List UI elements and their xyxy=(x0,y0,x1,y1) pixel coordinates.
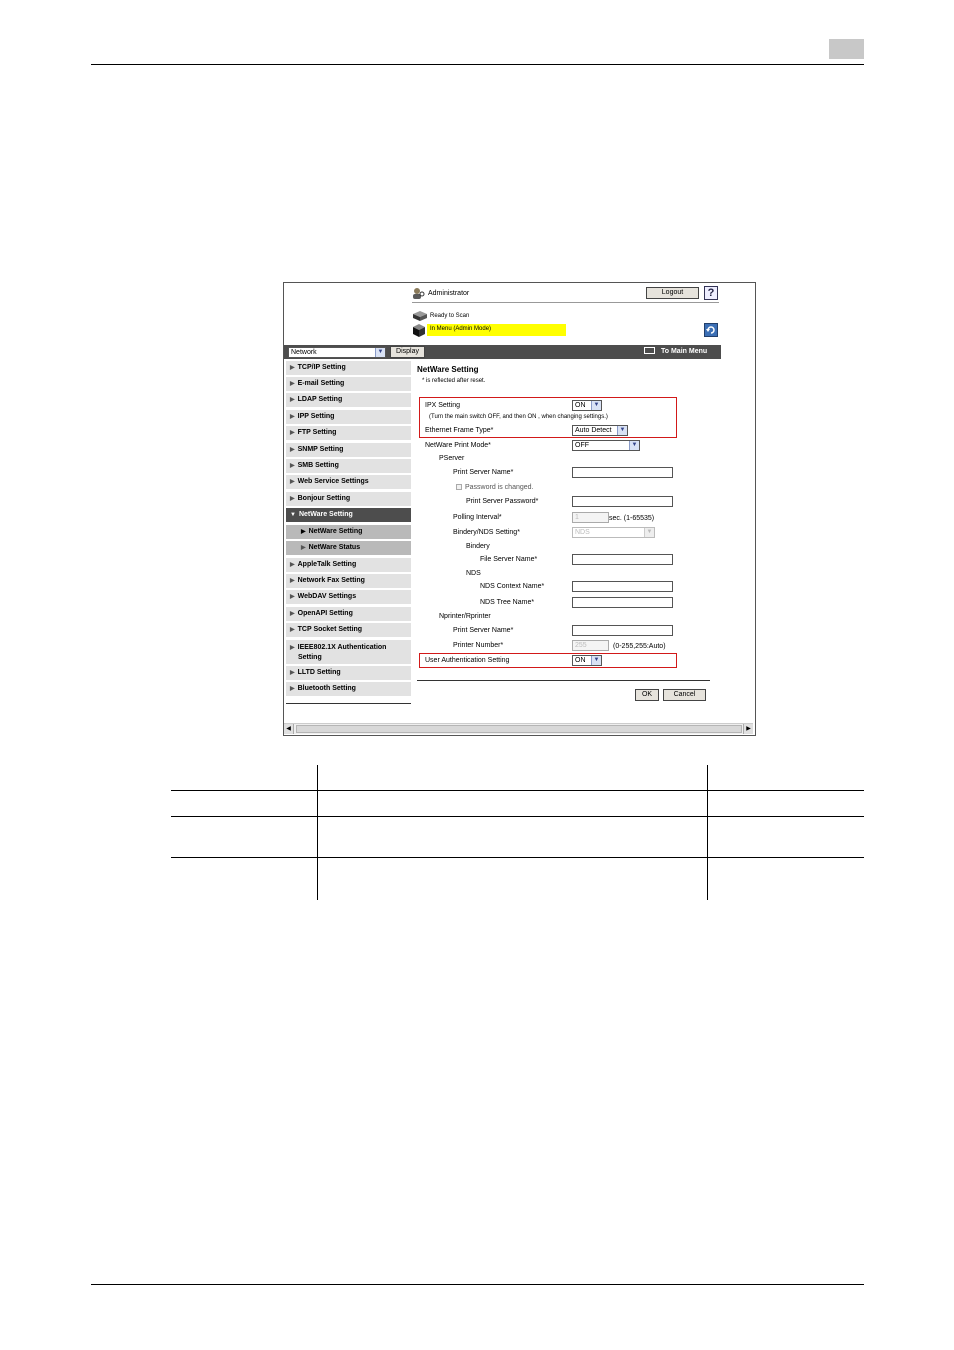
triangle-right-icon: ▶ xyxy=(290,627,295,633)
form-divider xyxy=(417,680,710,681)
triangle-right-icon: ▶ xyxy=(290,645,295,651)
scroll-thumb[interactable] xyxy=(296,725,742,733)
nprinter-server-name-label: Print Server Name* xyxy=(453,627,514,634)
nds-context-name-input[interactable] xyxy=(572,581,673,592)
polling-interval-input[interactable]: 1 xyxy=(572,512,609,523)
triangle-right-icon: ▶ xyxy=(301,545,306,551)
print-server-password-label: Print Server Password* xyxy=(466,498,539,505)
sidebar-item-smb[interactable]: ▶ SMB Setting xyxy=(286,459,411,474)
status-mode-banner xyxy=(427,324,566,336)
triangle-right-icon: ▶ xyxy=(290,670,295,676)
triangle-right-icon: ▶ xyxy=(290,414,295,420)
triangle-right-icon: ▶ xyxy=(290,397,295,403)
print-server-name-label: Print Server Name* xyxy=(453,469,514,476)
user-auth-select[interactable]: ON ▼ xyxy=(572,655,602,666)
ipx-note: (Turn the main switch OFF, and then ON , when changing settings.) xyxy=(429,414,608,420)
refresh-icon[interactable] xyxy=(704,323,718,337)
nprinter-server-name-input[interactable] xyxy=(572,625,673,636)
scroll-right-arrow[interactable]: ▶ xyxy=(743,724,753,734)
print-server-name-input[interactable] xyxy=(572,467,673,478)
sidebar-item-ipp[interactable]: ▶ IPP Setting xyxy=(286,410,411,425)
table-rule-top xyxy=(171,790,864,791)
status-ready: Ready to Scan xyxy=(430,313,470,319)
logout-button[interactable]: Logout xyxy=(646,287,699,299)
triangle-right-icon: ▶ xyxy=(290,496,295,502)
chevron-down-icon: ▼ xyxy=(375,348,385,357)
password-changed-checkbox[interactable]: Password is changed. xyxy=(456,484,533,491)
bindery-nds-label: Bindery/NDS Setting* xyxy=(453,529,520,536)
table-col-divider-2 xyxy=(707,765,708,900)
table-rule-row-1 xyxy=(171,816,864,817)
nds-context-name-label: NDS Context Name* xyxy=(480,583,545,590)
frame-type-select[interactable]: Auto Detect ▼ xyxy=(572,425,628,436)
horizontal-scrollbar[interactable] xyxy=(284,723,753,734)
printer-number-input[interactable]: 255 xyxy=(572,640,609,651)
sidebar-item-bluetooth[interactable]: ▶ Bluetooth Setting xyxy=(286,682,411,697)
table-rule-row-2 xyxy=(171,857,864,858)
triangle-right-icon: ▶ xyxy=(290,381,295,387)
chevron-down-icon: ▼ xyxy=(617,426,627,435)
display-button[interactable]: Display xyxy=(390,346,425,358)
triangle-right-icon: ▶ xyxy=(290,611,295,617)
chevron-down-icon: ▼ xyxy=(629,441,639,450)
sidebar-item-email[interactable]: ▶ E-mail Setting xyxy=(286,377,411,392)
table-col-divider-1 xyxy=(317,765,318,900)
chevron-down-icon: ▼ xyxy=(591,401,601,410)
status-mode-text: In Menu (Admin Mode) xyxy=(430,326,492,332)
sidebar-item-network-fax[interactable]: ▶ Network Fax Setting xyxy=(286,574,411,589)
sidebar-subitem-netware-setting[interactable]: ▶ NetWare Setting xyxy=(286,525,411,540)
help-icon: ? xyxy=(707,287,715,299)
triangle-down-icon: ▼ xyxy=(290,512,296,518)
sidebar-bottom-rule xyxy=(286,703,411,704)
header-divider xyxy=(412,302,719,303)
sidebar-item-webdav[interactable]: ▶ WebDAV Settings xyxy=(286,590,411,605)
user-auth-label: User Authentication Setting xyxy=(425,657,510,664)
triangle-right-icon: ▶ xyxy=(290,447,295,453)
triangle-right-icon: ▶ xyxy=(290,430,295,436)
triangle-right-icon: ▶ xyxy=(290,686,295,692)
sidebar-item-lltd[interactable]: ▶ LLTD Setting xyxy=(286,666,411,681)
triangle-right-icon: ▶ xyxy=(301,529,306,535)
nprinter-heading: Nprinter/Rprinter xyxy=(439,613,491,620)
cancel-button[interactable]: Cancel xyxy=(663,689,706,701)
file-server-name-label: File Server Name* xyxy=(480,556,538,563)
printer-number-label: Printer Number* xyxy=(453,642,504,649)
sidebar-item-tcpip[interactable]: ▶ TCP/IP Setting xyxy=(286,361,411,376)
triangle-right-icon: ▶ xyxy=(290,463,295,469)
sidebar-subitem-netware-status[interactable]: ▶ NetWare Status xyxy=(286,541,411,556)
reset-note: * is reflected after reset. xyxy=(422,378,486,384)
admin-label: Administrator xyxy=(428,290,470,297)
nds-heading: NDS xyxy=(466,570,481,577)
triangle-right-icon: ▶ xyxy=(290,578,295,584)
page-number-badge xyxy=(829,39,864,59)
print-mode-select[interactable]: OFF ▼ xyxy=(572,440,640,451)
help-button[interactable] xyxy=(704,286,718,300)
chevron-down-icon: ▼ xyxy=(591,656,601,665)
pserver-heading: PServer xyxy=(439,455,465,462)
chevron-down-icon: ▼ xyxy=(644,528,654,537)
sidebar-item-ieee8021x[interactable]: ▶ IEEE802.1X Authentication Setting xyxy=(286,640,411,665)
bindery-nds-select[interactable]: NDS ▼ xyxy=(572,527,655,538)
sidebar-item-netware[interactable]: ▼ NetWare Setting xyxy=(286,508,411,523)
sidebar-item-openapi[interactable]: ▶ OpenAPI Setting xyxy=(286,607,411,622)
print-mode-label: NetWare Print Mode* xyxy=(425,442,491,449)
mode-icon xyxy=(412,323,426,337)
scroll-left-arrow[interactable]: ◀ xyxy=(284,724,294,734)
header-rule xyxy=(91,64,864,65)
polling-interval-range: sec. (1-65535) xyxy=(609,515,655,522)
web-ui-screenshot xyxy=(283,282,756,736)
sidebar-item-ftp[interactable]: ▶ FTP Setting xyxy=(286,426,411,441)
sidebar-item-bonjour[interactable]: ▶ Bonjour Setting xyxy=(286,492,411,507)
triangle-right-icon: ▶ xyxy=(290,479,295,485)
polling-interval-label: Polling Interval* xyxy=(453,514,502,521)
sidebar-item-tcp-socket[interactable]: ▶ TCP Socket Setting xyxy=(286,623,411,638)
nds-tree-name-input[interactable] xyxy=(572,597,673,608)
sidebar-item-appletalk[interactable]: ▶ AppleTalk Setting xyxy=(286,558,411,573)
printer-number-range: (0-255,255:Auto) xyxy=(613,643,666,650)
page-title: NetWare Setting xyxy=(417,365,479,374)
print-server-password-input[interactable] xyxy=(572,496,673,507)
ok-button[interactable]: OK xyxy=(635,689,659,701)
nds-tree-name-label: NDS Tree Name* xyxy=(480,599,535,606)
main-menu-link[interactable]: To Main Menu xyxy=(644,347,720,358)
category-select[interactable]: Network ▼ xyxy=(288,347,386,358)
sidebar-item-ldap[interactable]: ▶ LDAP Setting xyxy=(286,393,411,408)
bindery-heading: Bindery xyxy=(466,543,490,550)
ipx-setting-select[interactable]: ON ▼ xyxy=(572,400,602,411)
frame-type-label: Ethernet Frame Type* xyxy=(425,427,494,434)
triangle-right-icon: ▶ xyxy=(290,594,295,600)
sidebar-item-snmp[interactable]: ▶ SNMP Setting xyxy=(286,443,411,458)
file-server-name-input[interactable] xyxy=(572,554,673,565)
checkbox-icon xyxy=(456,484,462,490)
triangle-right-icon: ▶ xyxy=(290,365,295,371)
ipx-setting-label: IPX Setting xyxy=(425,402,461,409)
sidebar-item-web-service[interactable]: ▶ Web Service Settings xyxy=(286,475,411,490)
triangle-right-icon: ▶ xyxy=(290,562,295,568)
printer-icon xyxy=(412,309,428,321)
footer-rule xyxy=(91,1284,864,1285)
menu-list-icon xyxy=(644,347,655,354)
admin-icon xyxy=(412,287,425,299)
